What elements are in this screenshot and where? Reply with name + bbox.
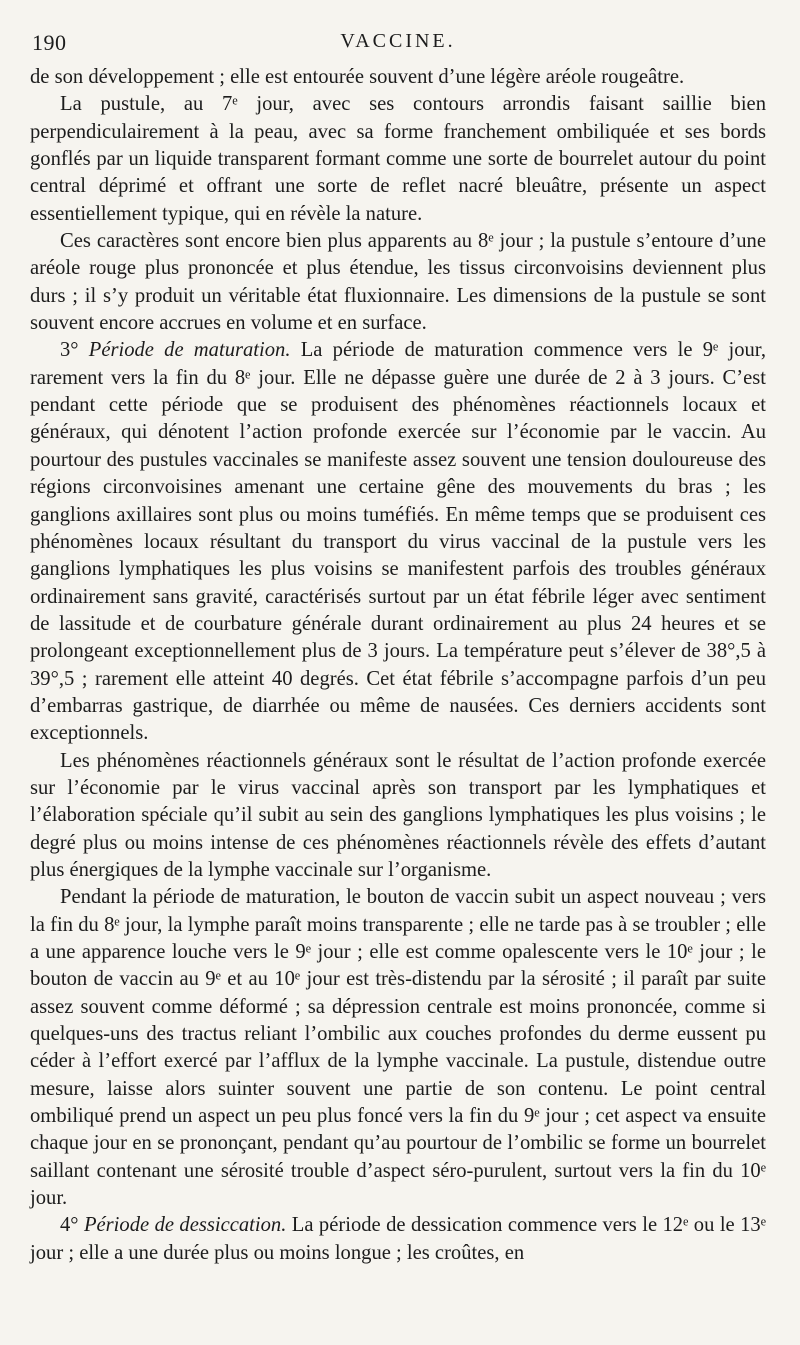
paragraph-text: La période de maturation commence vers le 9ᵉ jour, rarement vers la fin du 8ᵉ jour. Elle ne dépasse guère une durée de 2 à 3 jours. C’est pendant cette période que se produisent des phénomènes réactionnels locaux et généraux, qui dénotent l’action profonde exercée sur l’économie par le vaccin. Au pourtour des pustules vaccinales se manifeste assez souvent une tension douloureuse des régions circonvoisines amenant une certaine gêne des mouvements du bras ; les ganglions axillaires sont plus ou moins tuméfiés. En même temps que se produisent ces phénomènes locaux résultant du transport du virus vaccinal de la pustule vers les ganglions lymphatiques les plus voisins se manifestent parfois des troubles généraux ordinairement sans gravité, caractérisés surtout par un état fébrile léger avec sentiment de lassitude et de courbature générale durant ordinairement au plus 24 heures et se prolongeant exceptionnellement plus de 3 jours. La température peut s’élever de 38°,5 à 39°,5 ; rarement elle atteint 40 degrés. Cet état fébrile s’accompagne parfois d’un peu d’embarras gastrique, de diarrhée ou même de nausées. Ces derniers accidents sont exceptionnels. xyxy=(30,339,766,745)
section-title: Période de maturation. xyxy=(88,339,291,362)
paragraph xyxy=(30,884,766,1212)
paragraph xyxy=(30,748,766,885)
paragraph xyxy=(30,228,766,337)
paragraph-text: Ces caractères sont encore bien plus apparents au 8ᵉ jour ; la pustule s’entoure d’une aréole rouge plus prononcée et plus étendue, les tissus circonvoisins deviennent plus durs ; il s’y produit un véritable état fluxionnaire. Les dimensions de la pustule se sont souvent encore accrues en volume et en surface. xyxy=(30,230,766,335)
paragraph xyxy=(30,64,766,91)
paragraph-text: de son développement ; elle est entourée souvent d’une légère aréole rougeâtre. xyxy=(30,66,685,88)
body-text xyxy=(30,64,766,1267)
paragraph-text: La période de dessication commence vers le 12ᵉ ou le 13ᵉ jour ; elle a une durée plus ou moins longue ; les croûtes, en xyxy=(30,1214,766,1264)
paragraph xyxy=(30,91,766,228)
section-number: 4° xyxy=(60,1214,84,1237)
paragraph-text: Pendant la période de maturation, le bouton de vaccin subit un aspect nouveau ; vers la fin du 8ᵉ jour, la lymphe paraît moins transparente ; elle ne tarde pas à se troubler ; elle a une apparence louche vers le 9ᵉ jour ; elle est comme opalescente vers le 10ᵉ jour ; le bouton de vaccin au 9ᵉ et au 10ᵉ jour est très-distendu par la sérosité ; il paraît par suite assez souvent comme déformé ; sa dépression centrale est moins prononcée, comme si quelques-uns des tractus reliant l’ombilic aux couches profondes du derme eussent pu céder à l’effort exercé par l’afflux de la lymphe vaccinale. La pustule, distendue outre mesure, laisse alors suinter souvent une partie de son contenu. Le point central ombiliqué prend un aspect un peu plus foncé vers la fin du 9ᵉ jour ; cet aspect va ensuite chaque jour en se prononçant, pendant qu’au pourtour de l’ombilic se forme un bourrelet saillant contenant une sérosité trouble d’aspect séro-purulent, surtout vers la fin du 10ᵉ jour. xyxy=(30,886,766,1210)
section-paragraph-dessiccation xyxy=(30,1212,766,1267)
page-header xyxy=(30,26,766,64)
running-title: VACCINE. xyxy=(340,30,456,52)
paragraph-text: Les phénomènes réactionnels généraux sont le résultat de l’action profonde exercée sur l’économie par le virus vaccinal après son transport par les lymphatiques et l’élaboration spéciale qu’il subit au sein des ganglions lymphatiques les plus voisins ; le degré plus ou moins intense de ces phénomènes réactionnels révèle des effets d’autant plus énergiques de la lymphe vaccinale sur l’organisme. xyxy=(30,749,766,881)
page-number: 190 xyxy=(32,30,67,55)
section-paragraph-maturation xyxy=(30,337,766,747)
paragraph-text: La pustule, au 7ᵉ jour, avec ses contours arrondis faisant saillie bien perpendiculairement à la peau, avec sa forme franchement ombiliquée et ses bords gonflés par un liquide transparent formant comme une sorte de bourrelet autour du point central déprimé et offrant une sorte de reflet nacré bleuâtre, présente un aspect essentiellement typique, qui en révèle la nature. xyxy=(30,93,766,225)
section-title: Période de dessiccation. xyxy=(83,1214,287,1237)
section-number: 3° xyxy=(60,339,89,362)
